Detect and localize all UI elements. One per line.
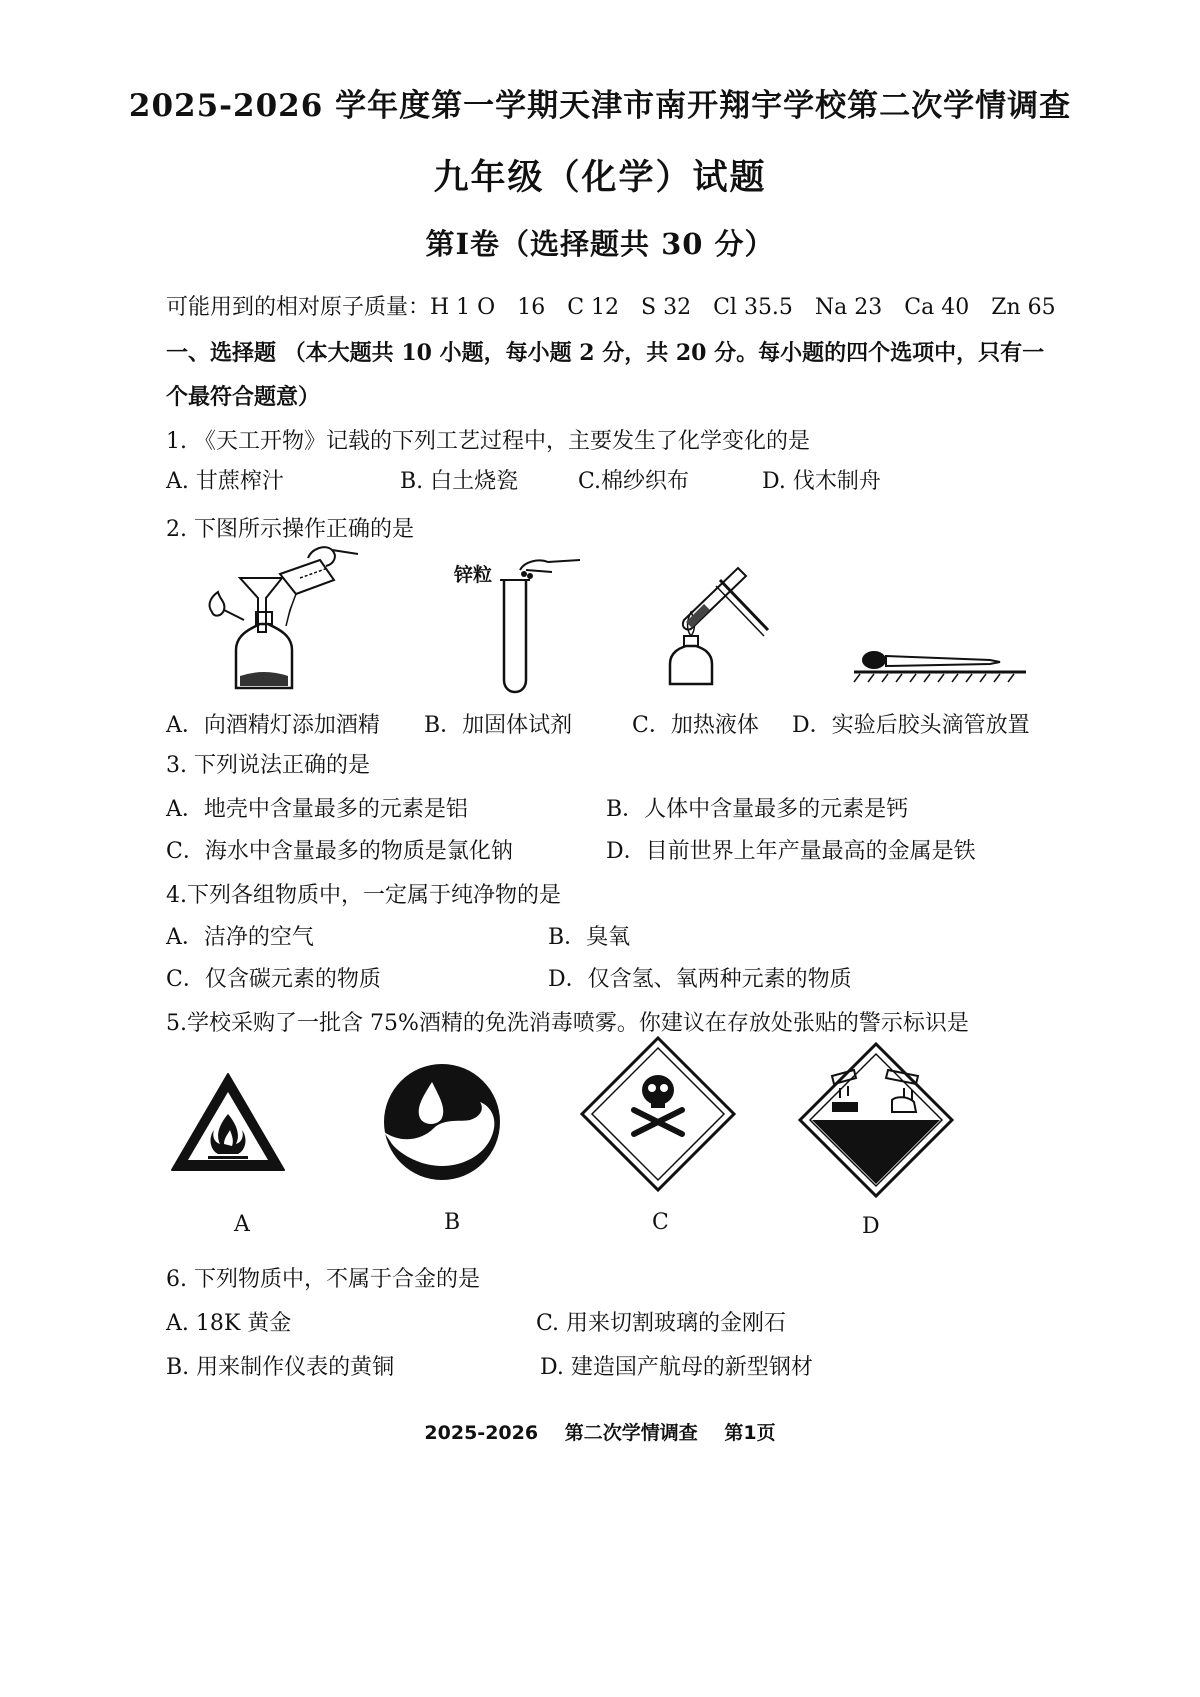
page-footer — [0, 1418, 1200, 1445]
question-6-option-b: B. 用来制作仪表的黄铜 — [166, 1355, 395, 1380]
question-4-option-c: C．仅含碳元素的物质 — [166, 967, 381, 992]
paper-section-title: 第Ⅰ卷（选择题共 30 分） — [425, 227, 775, 261]
footer-page-number: 第1页 — [724, 1422, 776, 1444]
question-6-option-c: C. 用来切割玻璃的金刚石 — [536, 1311, 787, 1336]
toxic-warning-icon — [578, 1034, 738, 1194]
flammable-warning-icon — [168, 1070, 288, 1174]
water-saving-icon — [382, 1062, 502, 1182]
question-6-option-a: A. 18K 黄金 — [166, 1311, 292, 1336]
question-4-option-b: B．臭氧 — [548, 925, 631, 950]
question-2-option-c: C．加热液体 — [632, 713, 759, 738]
question-1-option-d: D. 伐木制舟 — [762, 469, 881, 494]
sign-label-c: C — [652, 1210, 669, 1235]
question-1-option-b: B. 白土烧瓷 — [400, 469, 519, 494]
atomic-masses-line: 可能用到的相对原子质量：H 1 O 16 C 12 S 32 Cl 35.5 Na 23 Ca 40 Zn 65 — [166, 295, 1056, 320]
figure-c-heating-liquid — [650, 560, 800, 700]
question-6-stem: 6. 下列物质中，不属于合金的是 — [166, 1267, 480, 1292]
question-3-option-b: B．人体中含量最多的元素是钙 — [606, 797, 909, 822]
question-2-option-a: A．向酒精灯添加酒精 — [166, 713, 380, 738]
question-4-option-a: A．洁净的空气 — [166, 925, 314, 950]
sign-label-a: A — [234, 1212, 250, 1237]
corrosive-warning-icon — [796, 1040, 956, 1200]
question-3-option-a: A．地壳中含量最多的元素是铝 — [166, 797, 468, 822]
sign-label-b: B — [444, 1210, 461, 1235]
footer-year: 2025-2026 — [424, 1422, 539, 1444]
figure-b-adding-solid — [490, 540, 590, 700]
exam-subject-title: 九年级（化学）试题 — [433, 157, 767, 198]
question-6-option-d: D. 建造国产航母的新型钢材 — [540, 1355, 813, 1380]
figure-a-adding-alcohol — [200, 540, 370, 695]
question-2-option-b: B．加固体试剂 — [424, 713, 573, 738]
footer-exam-name: 第二次学情调查 — [564, 1422, 698, 1444]
question-1-option-a: A. 甘蔗榨汁 — [166, 469, 284, 494]
figure-d-dropper-on-table — [850, 640, 1030, 690]
figure-b-label-zinc: 锌粒 — [454, 564, 493, 586]
question-2-option-d: D．实验后胶头滴管放置 — [792, 713, 1030, 738]
question-1-option-c: C.棉纱织布 — [578, 469, 690, 494]
question-1-stem: 1. 《天工开物》记载的下列工艺过程中，主要发生了化学变化的是 — [166, 429, 810, 454]
section-heading-line1: 一、选择题 （本大题共 10 小题，每小题 2 分，共 20 分。每小题的四个选项中，只有一 — [166, 340, 1045, 366]
section-heading-line2: 个最符合题意） — [166, 384, 321, 410]
question-4-stem: 4.下列各组物质中，一定属于纯净物的是 — [166, 883, 561, 908]
question-5-stem: 5.学校采购了一批含 75%酒精的免洗消毒喷雾。你建议在存放处张贴的警示标识是 — [166, 1011, 969, 1036]
sign-label-d: D — [862, 1214, 880, 1239]
question-2-stem: 2. 下图所示操作正确的是 — [166, 517, 414, 542]
question-3-option-d: D．目前世界上年产量最高的金属是铁 — [606, 839, 976, 864]
question-4-option-d: D．仅含氢、氧两种元素的物质 — [548, 967, 852, 992]
question-3-option-c: C．海水中含量最多的物质是氯化钠 — [166, 839, 513, 864]
exam-title: 2025-2026 学年度第一学期天津市南开翔宇学校第二次学情调查 — [128, 88, 1072, 124]
question-3-stem: 3. 下列说法正确的是 — [166, 753, 370, 778]
